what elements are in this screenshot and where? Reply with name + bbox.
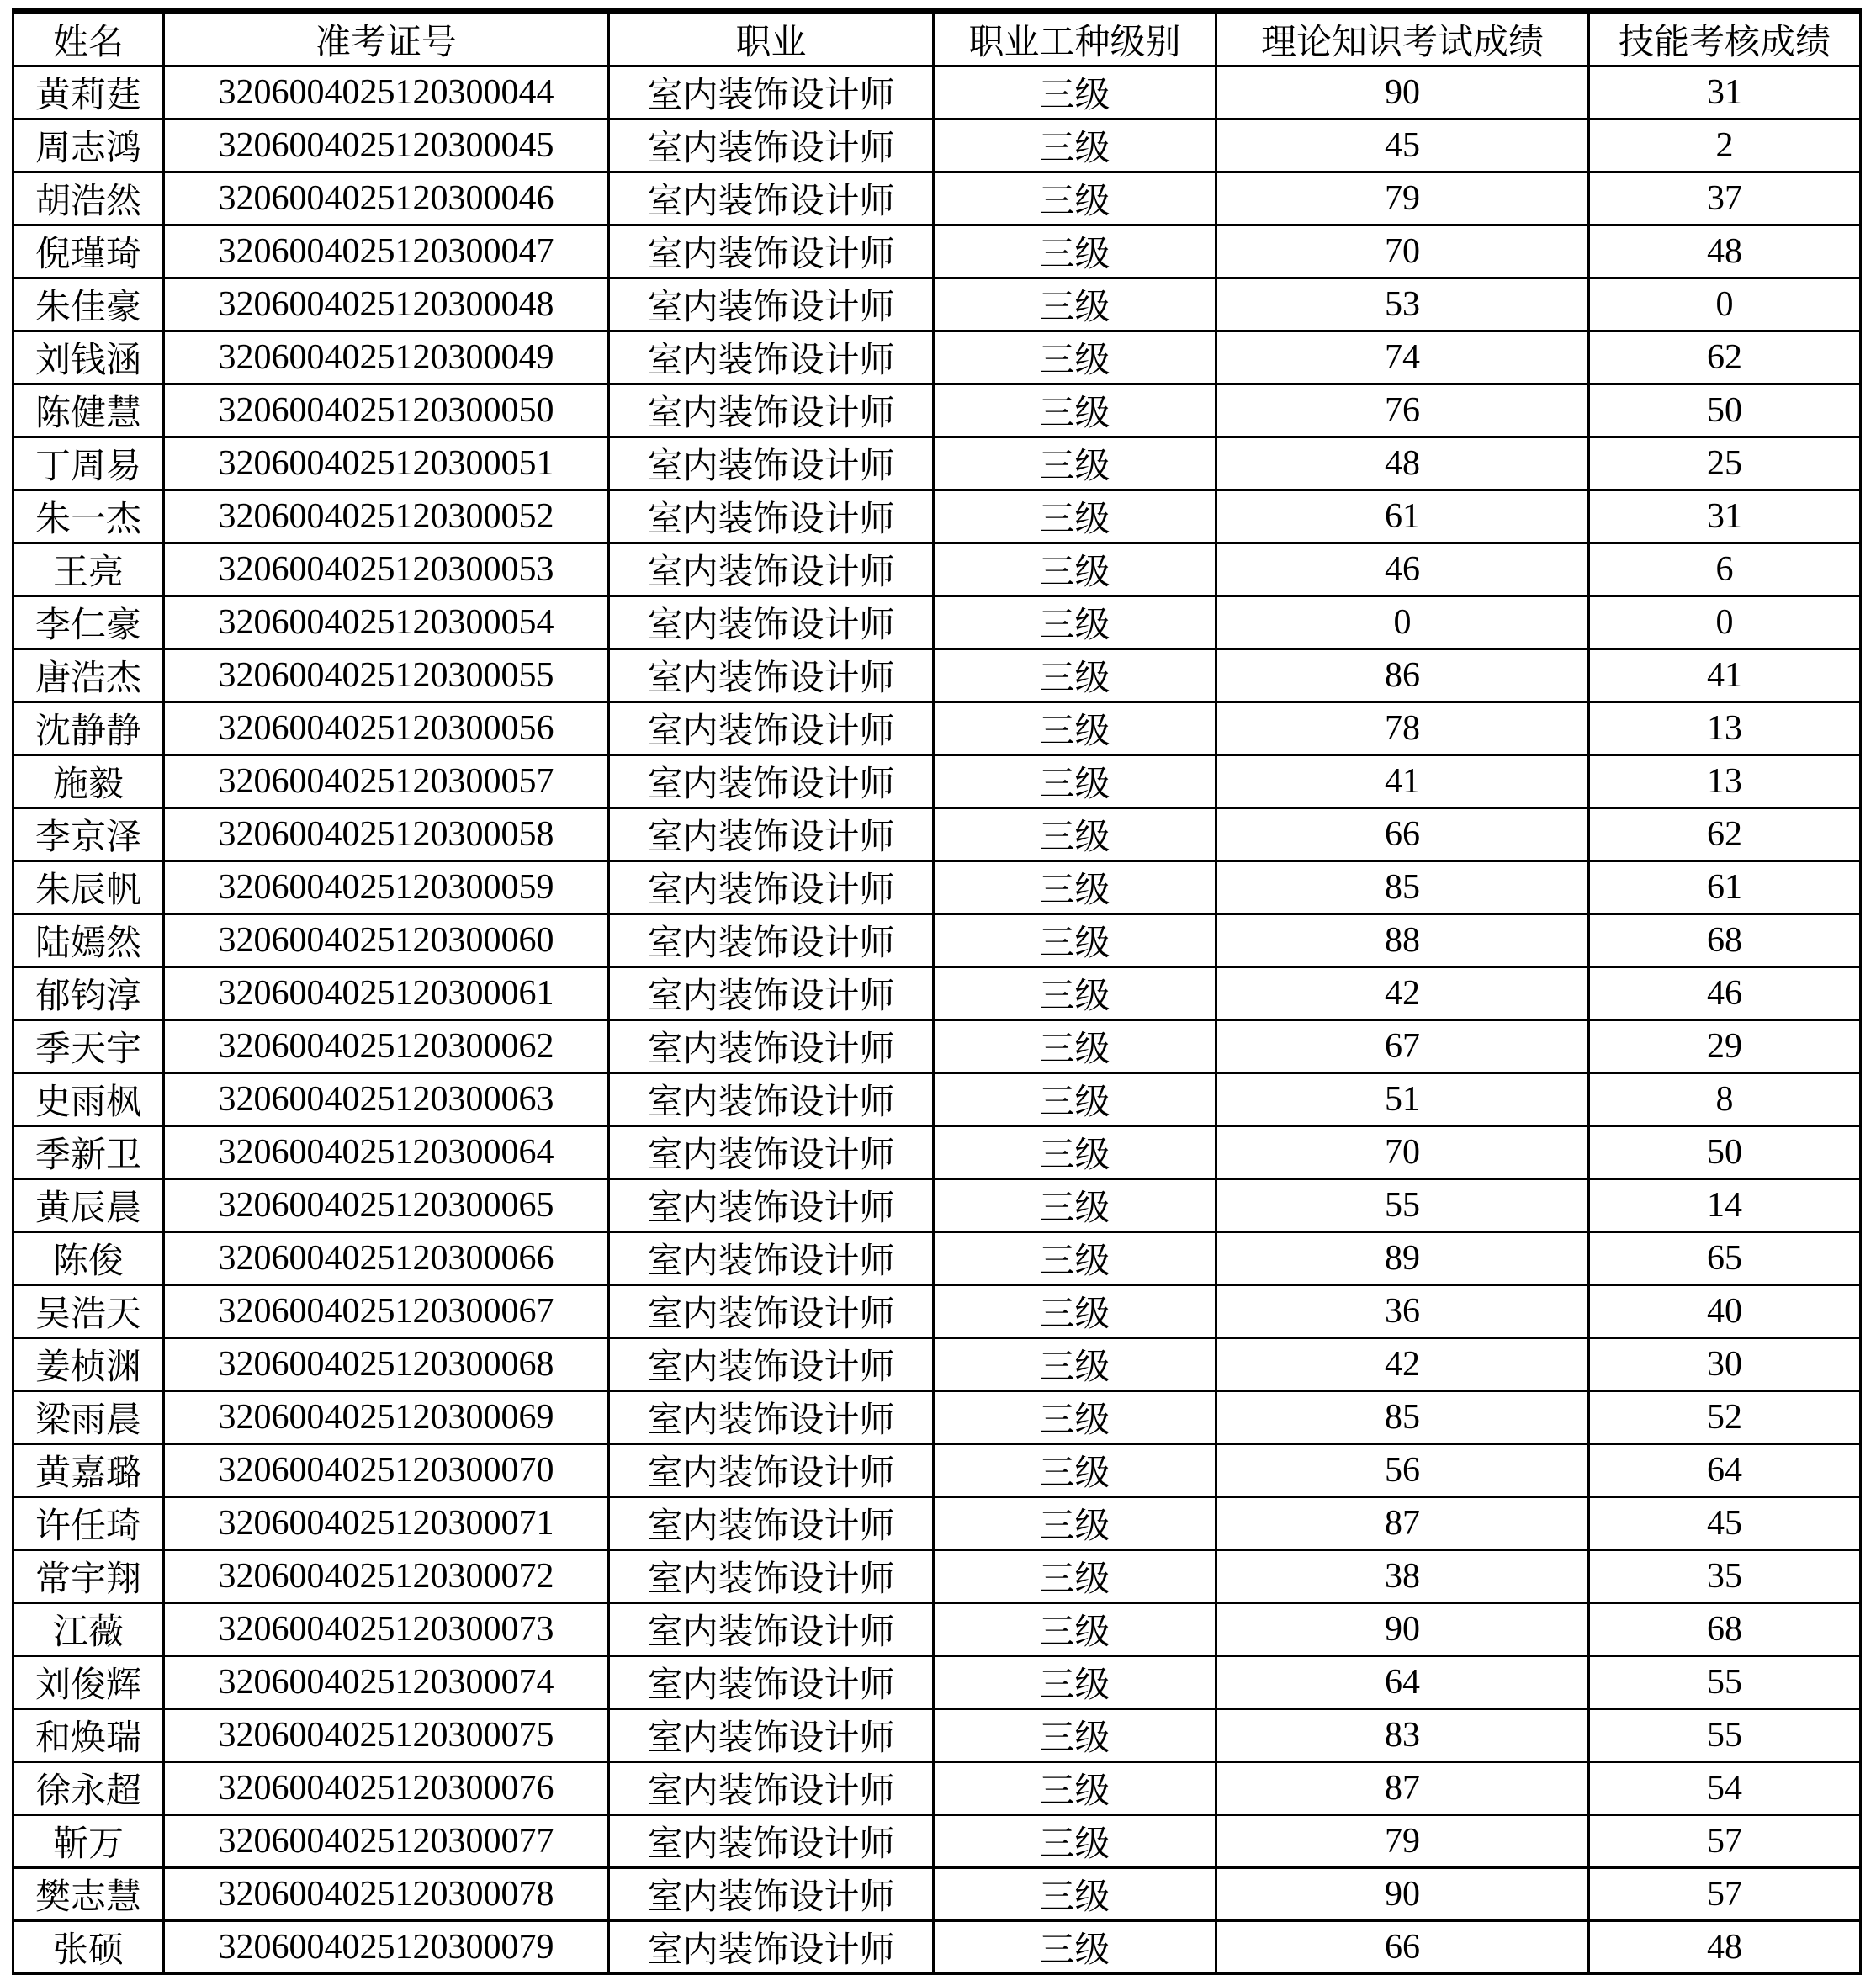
cell-theory-score: 70: [1216, 225, 1589, 278]
cell-skill-score: 68: [1589, 914, 1861, 967]
cell-occupation: 室内装饰设计师: [609, 490, 934, 543]
cell-level: 三级: [934, 1921, 1216, 1974]
cell-level: 三级: [934, 172, 1216, 225]
cell-level: 三级: [934, 119, 1216, 172]
cell-theory-score: 70: [1216, 1126, 1589, 1179]
header-row: [13, 12, 1861, 66]
cell-level: 三级: [934, 755, 1216, 808]
cell-theory-score: 89: [1216, 1232, 1589, 1285]
cell-exam-no: 3206004025120300079: [164, 1921, 609, 1974]
cell-theory-score: 46: [1216, 543, 1589, 596]
table-row: [13, 490, 1861, 543]
cell-occupation: 室内装饰设计师: [609, 1073, 934, 1126]
cell-exam-no: 3206004025120300048: [164, 278, 609, 331]
cell-theory-score: 42: [1216, 1338, 1589, 1391]
cell-theory-score: 85: [1216, 1391, 1589, 1444]
cell-level: 三级: [934, 437, 1216, 490]
cell-exam-no: 3206004025120300056: [164, 702, 609, 755]
table-row: [13, 967, 1861, 1020]
cell-exam-no: 3206004025120300052: [164, 490, 609, 543]
table-row: [13, 543, 1861, 596]
table-row: [13, 1020, 1861, 1073]
cell-name: 郁钧淳: [13, 967, 164, 1020]
cell-exam-no: 3206004025120300069: [164, 1391, 609, 1444]
table-row: [13, 1179, 1861, 1232]
cell-name: 陈俊: [13, 1232, 164, 1285]
cell-occupation: 室内装饰设计师: [609, 1709, 934, 1762]
cell-exam-no: 3206004025120300046: [164, 172, 609, 225]
table-row: [13, 649, 1861, 702]
table-row: [13, 702, 1861, 755]
cell-skill-score: 54: [1589, 1762, 1861, 1815]
cell-level: 三级: [934, 1444, 1216, 1497]
cell-level: 三级: [934, 543, 1216, 596]
cell-theory-score: 74: [1216, 331, 1589, 384]
cell-name: 刘钱涵: [13, 331, 164, 384]
cell-occupation: 室内装饰设计师: [609, 1391, 934, 1444]
cell-name: 季天宇: [13, 1020, 164, 1073]
cell-theory-score: 90: [1216, 66, 1589, 119]
cell-name: 常宇翔: [13, 1550, 164, 1603]
col-header-name: 姓名: [13, 12, 164, 66]
cell-occupation: 室内装饰设计师: [609, 1232, 934, 1285]
cell-skill-score: 65: [1589, 1232, 1861, 1285]
cell-skill-score: 50: [1589, 384, 1861, 437]
cell-skill-score: 35: [1589, 1550, 1861, 1603]
cell-level: 三级: [934, 1391, 1216, 1444]
cell-level: 三级: [934, 1709, 1216, 1762]
cell-skill-score: 30: [1589, 1338, 1861, 1391]
cell-name: 姜桢渊: [13, 1338, 164, 1391]
cell-theory-score: 85: [1216, 861, 1589, 914]
cell-level: 三级: [934, 967, 1216, 1020]
cell-name: 陈健慧: [13, 384, 164, 437]
cell-name: 周志鸿: [13, 119, 164, 172]
cell-occupation: 室内装饰设计师: [609, 1020, 934, 1073]
cell-exam-no: 3206004025120300053: [164, 543, 609, 596]
cell-exam-no: 3206004025120300044: [164, 66, 609, 119]
table-row: [13, 1709, 1861, 1762]
cell-name: 刘俊辉: [13, 1656, 164, 1709]
cell-occupation: 室内装饰设计师: [609, 914, 934, 967]
cell-occupation: 室内装饰设计师: [609, 649, 934, 702]
cell-level: 三级: [934, 1762, 1216, 1815]
table-row: [13, 331, 1861, 384]
cell-theory-score: 66: [1216, 1921, 1589, 1974]
cell-level: 三级: [934, 914, 1216, 967]
cell-occupation: 室内装饰设计师: [609, 1762, 934, 1815]
cell-level: 三级: [934, 1656, 1216, 1709]
cell-skill-score: 13: [1589, 702, 1861, 755]
cell-exam-no: 3206004025120300057: [164, 755, 609, 808]
table-row: [13, 1073, 1861, 1126]
cell-level: 三级: [934, 1338, 1216, 1391]
cell-exam-no: 3206004025120300075: [164, 1709, 609, 1762]
cell-name: 朱辰帆: [13, 861, 164, 914]
cell-skill-score: 40: [1589, 1285, 1861, 1338]
cell-theory-score: 76: [1216, 384, 1589, 437]
cell-name: 朱佳豪: [13, 278, 164, 331]
table-row: [13, 1338, 1861, 1391]
cell-occupation: 室内装饰设计师: [609, 384, 934, 437]
table-row: [13, 1550, 1861, 1603]
cell-name: 丁周易: [13, 437, 164, 490]
cell-name: 陆嫣然: [13, 914, 164, 967]
cell-occupation: 室内装饰设计师: [609, 225, 934, 278]
cell-skill-score: 25: [1589, 437, 1861, 490]
cell-exam-no: 3206004025120300051: [164, 437, 609, 490]
cell-occupation: 室内装饰设计师: [609, 1338, 934, 1391]
cell-occupation: 室内装饰设计师: [609, 1179, 934, 1232]
cell-name: 靳万: [13, 1815, 164, 1868]
cell-occupation: 室内装饰设计师: [609, 1815, 934, 1868]
cell-name: 江薇: [13, 1603, 164, 1656]
cell-skill-score: 8: [1589, 1073, 1861, 1126]
table-body: [13, 66, 1861, 1974]
cell-name: 梁雨晨: [13, 1391, 164, 1444]
cell-level: 三级: [934, 1550, 1216, 1603]
table-row: [13, 1444, 1861, 1497]
cell-skill-score: 48: [1589, 1921, 1861, 1974]
cell-theory-score: 90: [1216, 1868, 1589, 1921]
cell-theory-score: 87: [1216, 1497, 1589, 1550]
table-row: [13, 1391, 1861, 1444]
cell-level: 三级: [934, 225, 1216, 278]
cell-skill-score: 6: [1589, 543, 1861, 596]
cell-theory-score: 67: [1216, 1020, 1589, 1073]
cell-name: 沈静静: [13, 702, 164, 755]
cell-name: 张硕: [13, 1921, 164, 1974]
cell-theory-score: 79: [1216, 172, 1589, 225]
cell-skill-score: 37: [1589, 172, 1861, 225]
cell-skill-score: 64: [1589, 1444, 1861, 1497]
cell-name: 胡浩然: [13, 172, 164, 225]
cell-level: 三级: [934, 1868, 1216, 1921]
cell-exam-no: 3206004025120300070: [164, 1444, 609, 1497]
cell-skill-score: 46: [1589, 967, 1861, 1020]
cell-occupation: 室内装饰设计师: [609, 543, 934, 596]
cell-name: 倪瑾琦: [13, 225, 164, 278]
table-row: [13, 1497, 1861, 1550]
cell-theory-score: 45: [1216, 119, 1589, 172]
cell-level: 三级: [934, 702, 1216, 755]
cell-occupation: 室内装饰设计师: [609, 1868, 934, 1921]
cell-exam-no: 3206004025120300077: [164, 1815, 609, 1868]
cell-skill-score: 45: [1589, 1497, 1861, 1550]
cell-name: 李仁豪: [13, 596, 164, 649]
cell-skill-score: 52: [1589, 1391, 1861, 1444]
table-row: [13, 1232, 1861, 1285]
cell-occupation: 室内装饰设计师: [609, 1921, 934, 1974]
cell-theory-score: 55: [1216, 1179, 1589, 1232]
cell-exam-no: 3206004025120300061: [164, 967, 609, 1020]
col-header-level: 职业工种级别: [934, 12, 1216, 66]
cell-level: 三级: [934, 649, 1216, 702]
cell-exam-no: 3206004025120300058: [164, 808, 609, 861]
table-row: [13, 755, 1861, 808]
cell-theory-score: 51: [1216, 1073, 1589, 1126]
cell-theory-score: 42: [1216, 967, 1589, 1020]
cell-level: 三级: [934, 490, 1216, 543]
cell-occupation: 室内装饰设计师: [609, 66, 934, 119]
table-row: [13, 66, 1861, 119]
cell-theory-score: 0: [1216, 596, 1589, 649]
cell-name: 施毅: [13, 755, 164, 808]
cell-theory-score: 64: [1216, 1656, 1589, 1709]
table-row: [13, 119, 1861, 172]
cell-name: 朱一杰: [13, 490, 164, 543]
table-row: [13, 1285, 1861, 1338]
cell-exam-no: 3206004025120300054: [164, 596, 609, 649]
cell-skill-score: 57: [1589, 1815, 1861, 1868]
table-row: [13, 1656, 1861, 1709]
cell-skill-score: 29: [1589, 1020, 1861, 1073]
cell-occupation: 室内装饰设计师: [609, 1285, 934, 1338]
cell-occupation: 室内装饰设计师: [609, 1497, 934, 1550]
table-row: [13, 1921, 1861, 1974]
cell-name: 吴浩天: [13, 1285, 164, 1338]
cell-occupation: 室内装饰设计师: [609, 861, 934, 914]
cell-theory-score: 53: [1216, 278, 1589, 331]
cell-skill-score: 31: [1589, 490, 1861, 543]
cell-occupation: 室内装饰设计师: [609, 437, 934, 490]
table-row: [13, 1815, 1861, 1868]
cell-occupation: 室内装饰设计师: [609, 172, 934, 225]
table-row: [13, 278, 1861, 331]
cell-skill-score: 62: [1589, 331, 1861, 384]
cell-occupation: 室内装饰设计师: [609, 1550, 934, 1603]
cell-name: 王亮: [13, 543, 164, 596]
cell-exam-no: 3206004025120300059: [164, 861, 609, 914]
cell-theory-score: 87: [1216, 1762, 1589, 1815]
cell-exam-no: 3206004025120300078: [164, 1868, 609, 1921]
exam-results-table: [12, 8, 1862, 1975]
cell-exam-no: 3206004025120300073: [164, 1603, 609, 1656]
cell-occupation: 室内装饰设计师: [609, 967, 934, 1020]
col-header-exam-no: 准考证号: [164, 12, 609, 66]
cell-occupation: 室内装饰设计师: [609, 1603, 934, 1656]
cell-name: 季新卫: [13, 1126, 164, 1179]
cell-exam-no: 3206004025120300055: [164, 649, 609, 702]
cell-theory-score: 48: [1216, 437, 1589, 490]
cell-exam-no: 3206004025120300067: [164, 1285, 609, 1338]
cell-skill-score: 61: [1589, 861, 1861, 914]
cell-exam-no: 3206004025120300063: [164, 1073, 609, 1126]
cell-name: 和焕瑞: [13, 1709, 164, 1762]
cell-occupation: 室内装饰设计师: [609, 702, 934, 755]
cell-skill-score: 31: [1589, 66, 1861, 119]
cell-exam-no: 3206004025120300076: [164, 1762, 609, 1815]
cell-level: 三级: [934, 1073, 1216, 1126]
cell-name: 樊志慧: [13, 1868, 164, 1921]
cell-skill-score: 14: [1589, 1179, 1861, 1232]
cell-skill-score: 13: [1589, 755, 1861, 808]
cell-exam-no: 3206004025120300071: [164, 1497, 609, 1550]
cell-name: 唐浩杰: [13, 649, 164, 702]
cell-occupation: 室内装饰设计师: [609, 1656, 934, 1709]
table-row: [13, 384, 1861, 437]
cell-level: 三级: [934, 331, 1216, 384]
cell-exam-no: 3206004025120300066: [164, 1232, 609, 1285]
cell-name: 史雨枫: [13, 1073, 164, 1126]
cell-exam-no: 3206004025120300068: [164, 1338, 609, 1391]
cell-name: 黄辰晨: [13, 1179, 164, 1232]
cell-occupation: 室内装饰设计师: [609, 596, 934, 649]
cell-occupation: 室内装饰设计师: [609, 331, 934, 384]
cell-theory-score: 79: [1216, 1815, 1589, 1868]
table-row: [13, 1762, 1861, 1815]
cell-theory-score: 86: [1216, 649, 1589, 702]
cell-level: 三级: [934, 384, 1216, 437]
cell-occupation: 室内装饰设计师: [609, 1126, 934, 1179]
cell-skill-score: 50: [1589, 1126, 1861, 1179]
cell-level: 三级: [934, 861, 1216, 914]
cell-exam-no: 3206004025120300050: [164, 384, 609, 437]
cell-name: 徐永超: [13, 1762, 164, 1815]
cell-level: 三级: [934, 808, 1216, 861]
cell-level: 三级: [934, 1020, 1216, 1073]
cell-level: 三级: [934, 596, 1216, 649]
cell-skill-score: 55: [1589, 1709, 1861, 1762]
cell-level: 三级: [934, 1497, 1216, 1550]
cell-level: 三级: [934, 1232, 1216, 1285]
cell-exam-no: 3206004025120300074: [164, 1656, 609, 1709]
cell-exam-no: 3206004025120300047: [164, 225, 609, 278]
cell-name: 黄莉莛: [13, 66, 164, 119]
cell-level: 三级: [934, 66, 1216, 119]
cell-level: 三级: [934, 1285, 1216, 1338]
table-row: [13, 437, 1861, 490]
cell-name: 李京泽: [13, 808, 164, 861]
col-header-skill-score: 技能考核成绩: [1589, 12, 1861, 66]
cell-theory-score: 36: [1216, 1285, 1589, 1338]
table-row: [13, 1603, 1861, 1656]
cell-theory-score: 88: [1216, 914, 1589, 967]
cell-exam-no: 3206004025120300045: [164, 119, 609, 172]
cell-occupation: 室内装饰设计师: [609, 278, 934, 331]
cell-skill-score: 0: [1589, 596, 1861, 649]
cell-theory-score: 66: [1216, 808, 1589, 861]
cell-exam-no: 3206004025120300065: [164, 1179, 609, 1232]
table-row: [13, 808, 1861, 861]
table-row: [13, 596, 1861, 649]
cell-skill-score: 55: [1589, 1656, 1861, 1709]
cell-theory-score: 56: [1216, 1444, 1589, 1497]
cell-skill-score: 0: [1589, 278, 1861, 331]
cell-level: 三级: [934, 1179, 1216, 1232]
cell-skill-score: 62: [1589, 808, 1861, 861]
cell-level: 三级: [934, 278, 1216, 331]
cell-level: 三级: [934, 1126, 1216, 1179]
cell-skill-score: 41: [1589, 649, 1861, 702]
cell-skill-score: 68: [1589, 1603, 1861, 1656]
cell-theory-score: 41: [1216, 755, 1589, 808]
table-row: [13, 172, 1861, 225]
cell-theory-score: 61: [1216, 490, 1589, 543]
cell-name: 黄嘉璐: [13, 1444, 164, 1497]
cell-occupation: 室内装饰设计师: [609, 755, 934, 808]
cell-exam-no: 3206004025120300064: [164, 1126, 609, 1179]
table-row: [13, 1126, 1861, 1179]
col-header-occupation: 职业: [609, 12, 934, 66]
cell-occupation: 室内装饰设计师: [609, 808, 934, 861]
cell-exam-no: 3206004025120300062: [164, 1020, 609, 1073]
cell-exam-no: 3206004025120300049: [164, 331, 609, 384]
cell-exam-no: 3206004025120300060: [164, 914, 609, 967]
table-row: [13, 225, 1861, 278]
cell-skill-score: 48: [1589, 225, 1861, 278]
cell-theory-score: 78: [1216, 702, 1589, 755]
cell-exam-no: 3206004025120300072: [164, 1550, 609, 1603]
cell-theory-score: 38: [1216, 1550, 1589, 1603]
table-row: [13, 861, 1861, 914]
cell-skill-score: 2: [1589, 119, 1861, 172]
cell-skill-score: 57: [1589, 1868, 1861, 1921]
cell-name: 许任琦: [13, 1497, 164, 1550]
cell-occupation: 室内装饰设计师: [609, 1444, 934, 1497]
cell-level: 三级: [934, 1603, 1216, 1656]
cell-level: 三级: [934, 1815, 1216, 1868]
cell-theory-score: 83: [1216, 1709, 1589, 1762]
col-header-theory-score: 理论知识考试成绩: [1216, 12, 1589, 66]
table-row: [13, 914, 1861, 967]
table-row: [13, 1868, 1861, 1921]
cell-theory-score: 90: [1216, 1603, 1589, 1656]
cell-occupation: 室内装饰设计师: [609, 119, 934, 172]
